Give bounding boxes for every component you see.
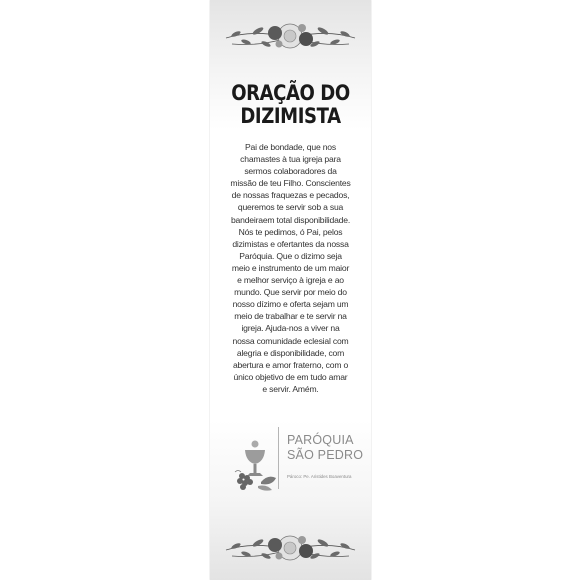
title-line-2: DIZIMISTA bbox=[240, 104, 341, 128]
parish-name-line-2: SÃO PEDRO bbox=[287, 448, 364, 462]
prayer-line: nossa comunidade eclesial com bbox=[232, 335, 349, 346]
prayer-line: sermos colaboradores da bbox=[244, 166, 337, 177]
prayer-bookmark bbox=[210, 0, 371, 580]
chalice-grapes-icon bbox=[234, 436, 280, 492]
prayer-text bbox=[226, 141, 355, 395]
prayer-line: meio e instrumento de um maior bbox=[231, 262, 350, 273]
parish-name-line-1: PARÓQUIA bbox=[287, 433, 354, 447]
logo-divider bbox=[278, 427, 279, 489]
prayer-line: de nossas fraquezas e pecados, bbox=[231, 190, 350, 201]
prayer-line: chamastes à tua igreja para bbox=[240, 154, 341, 165]
prayer-line: nosso dízimo e oferta sejam um bbox=[232, 299, 349, 310]
title-line-1: ORAÇÃO DO bbox=[231, 81, 350, 105]
prayer-line: Nós te pedimos, ó Pai, pelos bbox=[238, 226, 343, 237]
prayer-line: e servir. Amém. bbox=[262, 383, 319, 394]
prayer-title bbox=[221, 82, 359, 128]
prayer-line: alegria e disponibilidade, com bbox=[236, 347, 345, 358]
prayer-line: abertura e amor fraterno, com o bbox=[232, 359, 349, 370]
prayer-line: bandeiraem total disponibilidade. bbox=[230, 214, 351, 225]
prayer-line: dizimistas e ofertantes da nossa bbox=[232, 238, 349, 249]
parish-name bbox=[287, 433, 363, 463]
floral-ornament-icon bbox=[222, 528, 359, 568]
prayer-line: meio de trabalhar e te servir na bbox=[234, 311, 347, 322]
prayer-line: Paróquia. Que o dizimo seja bbox=[239, 250, 342, 261]
parish-priest: Pároco: Pe. Aristides Boaventura bbox=[287, 474, 352, 479]
prayer-line: e melhor serviço à igreja e ao bbox=[237, 275, 344, 286]
prayer-line: Pai de bondade, que nos bbox=[245, 142, 336, 152]
prayer-line: mundo. Que servir por meio do bbox=[234, 287, 347, 298]
floral-ornament-icon bbox=[222, 16, 359, 56]
prayer-line: queremos te servir sob a sua bbox=[237, 202, 344, 213]
prayer-line: único objetivo de em tudo amar bbox=[233, 371, 348, 382]
prayer-line: missão de teu Filho. Conscientes bbox=[230, 178, 351, 189]
prayer-line: igreja. Ajuda-nos a viver na bbox=[241, 323, 340, 334]
